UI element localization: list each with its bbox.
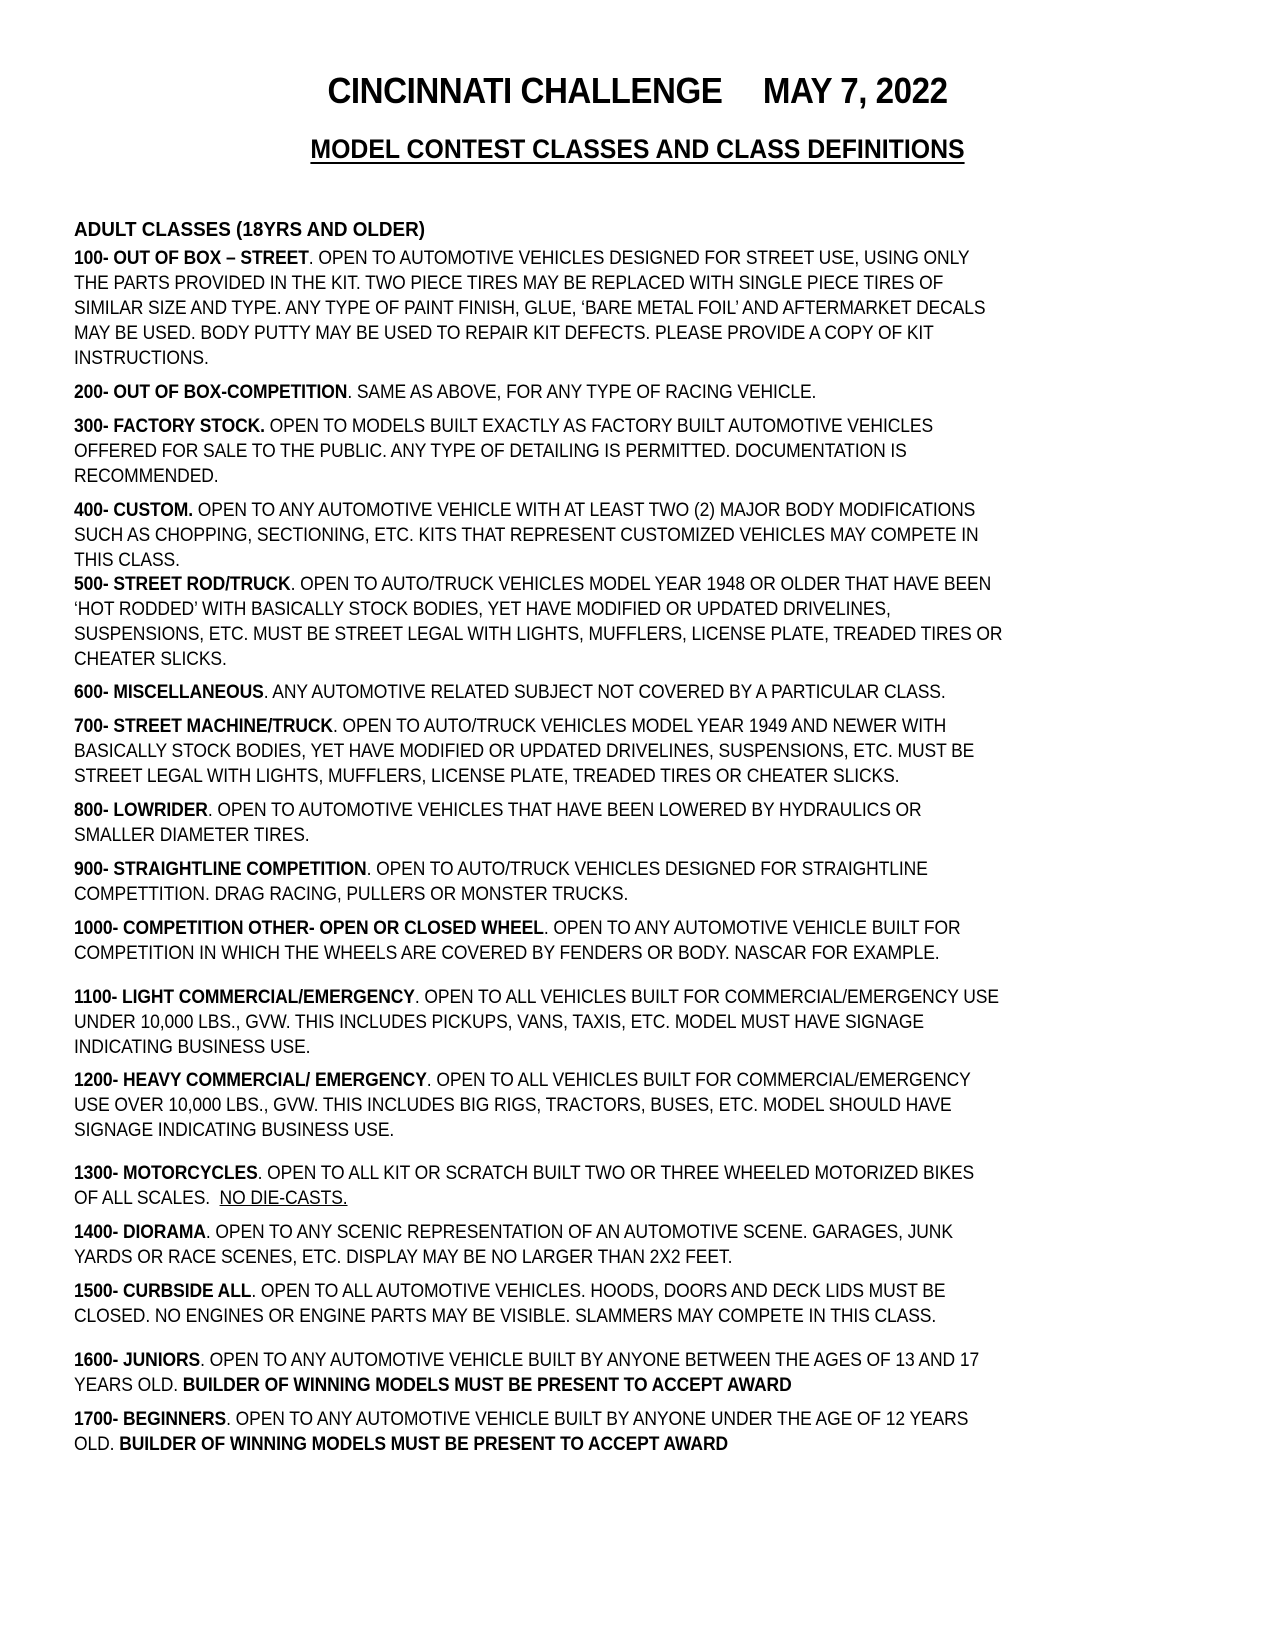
class-title: 1500- CURBSIDE ALL xyxy=(74,1281,252,1302)
award-presence-note: BUILDER OF WINNING MODELS MUST BE PRESENT TO ACCEPT AWARD xyxy=(119,1434,729,1455)
class-text: . OPEN TO ALL VEHICLES BUILT FOR COMMERCIAL/EMERGENCY xyxy=(426,1070,971,1091)
class-text: . OPEN TO ALL AUTOMOTIVE VEHICLES. HOODS, DOORS AND DECK LIDS MUST BE xyxy=(251,1281,946,1302)
class-text: . OPEN TO ALL VEHICLES BUILT FOR COMMERCIAL/EMERGENCY USE xyxy=(414,987,999,1008)
class-800-entry xyxy=(74,798,1141,848)
class-text: . OPEN TO AUTO/TRUCK VEHICLES MODEL YEAR 1948 OR OLDER THAT HAVE BEEN xyxy=(290,574,992,595)
class-900-entry xyxy=(74,857,1141,907)
class-text: USE OVER 10,000 LBS., GVW. THIS INCLUDES BIG RIGS, TRACTORS, BUSES, ETC. MODEL SHOULD HAVE xyxy=(74,1095,952,1116)
class-text: SUCH AS CHOPPING, SECTIONING, ETC. KITS THAT REPRESENT CUSTOMIZED VEHICLES MAY COMPETE IN xyxy=(74,525,979,546)
class-text: THIS CLASS. xyxy=(74,550,180,571)
class-text: OF ALL SCALES. xyxy=(74,1188,220,1209)
class-title: 1000- COMPETITION OTHER- OPEN OR CLOSED WHEEL xyxy=(74,918,544,939)
class-1300-entry xyxy=(74,1161,1141,1211)
class-title: 500- STREET ROD/TRUCK xyxy=(74,574,291,595)
class-text: OPEN TO MODELS BUILT EXACTLY AS FACTORY BUILT AUTOMOTIVE VEHICLES xyxy=(264,416,934,437)
class-text: OFFERED FOR SALE TO THE PUBLIC. ANY TYPE OF DETAILING IS PERMITTED. DOCUMENTATION IS xyxy=(74,441,907,462)
no-die-casts-note: NO DIE-CASTS. xyxy=(219,1188,348,1209)
class-200-entry xyxy=(74,380,1141,405)
class-1000-entry xyxy=(74,916,1141,966)
class-text: . ANY AUTOMOTIVE RELATED SUBJECT NOT COVERED BY A PARTICULAR CLASS. xyxy=(263,682,946,703)
class-400-entry xyxy=(74,498,1141,573)
section-heading-adult-classes: ADULT CLASSES (18YRS AND OLDER) xyxy=(74,218,426,241)
class-700-entry xyxy=(74,714,1141,789)
class-title: 1200- HEAVY COMMERCIAL/ EMERGENCY xyxy=(74,1070,427,1091)
class-1100-entry xyxy=(74,985,1141,1060)
class-title: 800- LOWRIDER xyxy=(74,800,208,821)
class-1500-entry xyxy=(74,1279,1141,1329)
class-1700-entry xyxy=(74,1407,1141,1457)
class-title: 1400- DIORAMA xyxy=(74,1222,206,1243)
class-title: 200- OUT OF BOX-COMPETITION xyxy=(74,382,348,403)
class-title: 1700- BEGINNERS xyxy=(74,1409,227,1430)
class-text: INSTRUCTIONS. xyxy=(74,348,209,369)
class-title: 400- CUSTOM. xyxy=(74,500,194,521)
class-text: INDICATING BUSINESS USE. xyxy=(74,1037,311,1058)
class-text: . OPEN TO AUTOMOTIVE VEHICLES THAT HAVE BEEN LOWERED BY HYDRAULICS OR xyxy=(207,800,922,821)
class-title: 100- OUT OF BOX – STREET xyxy=(74,248,309,269)
class-title: 300- FACTORY STOCK. xyxy=(74,416,265,437)
class-text: CLOSED. NO ENGINES OR ENGINE PARTS MAY BE VISIBLE. SLAMMERS MAY COMPETE IN THIS CLASS. xyxy=(74,1306,937,1327)
class-text: . OPEN TO ANY AUTOMOTIVE VEHICLE BUILT BY ANYONE UNDER THE AGE OF 12 YEARS xyxy=(226,1409,969,1430)
class-text: . OPEN TO ANY SCENIC REPRESENTATION OF AN AUTOMOTIVE SCENE. GARAGES, JUNK xyxy=(205,1222,953,1243)
class-title: 700- STREET MACHINE/TRUCK xyxy=(74,716,333,737)
class-text: . SAME AS ABOVE, FOR ANY TYPE OF RACING VEHICLE. xyxy=(347,382,817,403)
class-text: YEARS OLD. xyxy=(74,1375,183,1396)
class-100-entry xyxy=(74,246,1141,371)
class-text: YARDS OR RACE SCENES, ETC. DISPLAY MAY BE NO LARGER THAN 2X2 FEET. xyxy=(74,1247,733,1268)
class-text: MAY BE USED. BODY PUTTY MAY BE USED TO REPAIR KIT DEFECTS. PLEASE PROVIDE A COPY OF KIT xyxy=(74,323,934,344)
class-text: BASICALLY STOCK BODIES, YET HAVE MODIFIED OR UPDATED DRIVELINES, SUSPENSIONS, ETC. MUST BE xyxy=(74,741,975,762)
class-text: UNDER 10,000 LBS., GVW. THIS INCLUDES PICKUPS, VANS, TAXIS, ETC. MODEL MUST HAVE SIGNAGE xyxy=(74,1012,924,1033)
class-text: OLD. xyxy=(74,1434,120,1455)
class-text: SMALLER DIAMETER TIRES. xyxy=(74,825,310,846)
page-subtitle: MODEL CONTEST CLASSES AND CLASS DEFINITIONS xyxy=(310,134,965,164)
class-text: SIGNAGE INDICATING BUSINESS USE. xyxy=(74,1120,395,1141)
class-300-entry xyxy=(74,414,1141,489)
class-text: CHEATER SLICKS. xyxy=(74,649,227,670)
event-name: CINCINNATI CHALLENGE xyxy=(327,70,723,111)
class-text: SUSPENSIONS, ETC. MUST BE STREET LEGAL WITH LIGHTS, MUFFLERS, LICENSE PLATE, TREADED TIRES OR xyxy=(74,624,1003,645)
class-title: 1100- LIGHT COMMERCIAL/EMERGENCY xyxy=(74,987,415,1008)
class-text: RECOMMENDED. xyxy=(74,466,219,487)
class-text: . OPEN TO ANY AUTOMOTIVE VEHICLE BUILT FOR xyxy=(543,918,961,939)
class-text: OPEN TO ANY AUTOMOTIVE VEHICLE WITH AT LEAST TWO (2) MAJOR BODY MODIFICATIONS xyxy=(193,500,976,521)
class-1200-entry xyxy=(74,1068,1141,1143)
class-text: . OPEN TO AUTO/TRUCK VEHICLES MODEL YEAR 1949 AND NEWER WITH xyxy=(332,716,947,737)
class-text: COMPETITION IN WHICH THE WHEELS ARE COVERED BY FENDERS OR BODY. NASCAR FOR EXAMPLE. xyxy=(74,943,940,964)
class-title: 1600- JUNIORS xyxy=(74,1350,201,1371)
class-text: ‘HOT RODDED’ WITH BASICALLY STOCK BODIES, YET HAVE MODIFIED OR UPDATED DRIVELINES, xyxy=(74,599,891,620)
award-presence-note: BUILDER OF WINNING MODELS MUST BE PRESENT TO ACCEPT AWARD xyxy=(182,1375,792,1396)
class-text: . OPEN TO ALL KIT OR SCRATCH BUILT TWO OR THREE WHEELED MOTORIZED BIKES xyxy=(257,1163,975,1184)
class-text: . OPEN TO ANY AUTOMOTIVE VEHICLE BUILT BY ANYONE BETWEEN THE AGES OF 13 AND 17 xyxy=(200,1350,980,1371)
class-text: STREET LEGAL WITH LIGHTS, MUFFLERS, LICENSE PLATE, TREADED TIRES OR CHEATER SLICKS. xyxy=(74,766,900,787)
class-1400-entry xyxy=(74,1220,1141,1270)
class-text: THE PARTS PROVIDED IN THE KIT. TWO PIECE TIRES MAY BE REPLACED WITH SINGLE PIECE TIRES OF xyxy=(74,273,944,294)
class-500-entry xyxy=(74,572,1141,672)
event-date: MAY 7, 2022 xyxy=(762,70,948,111)
class-600-entry xyxy=(74,680,1141,705)
class-1600-entry xyxy=(74,1348,1141,1398)
class-text: COMPETTITION. DRAG RACING, PULLERS OR MONSTER TRUCKS. xyxy=(74,884,629,905)
class-text: . OPEN TO AUTO/TRUCK VEHICLES DESIGNED FOR STRAIGHTLINE xyxy=(366,859,928,880)
class-title: 600- MISCELLANEOUS xyxy=(74,682,264,703)
class-text: SIMILAR SIZE AND TYPE. ANY TYPE OF PAINT FINISH, GLUE, ‘BARE METAL FOIL’ AND AFTERMARKET DECALS xyxy=(74,298,986,319)
page-title xyxy=(51,70,1224,112)
class-title: 1300- MOTORCYCLES xyxy=(74,1163,258,1184)
class-title: 900- STRAIGHTLINE COMPETITION xyxy=(74,859,367,880)
class-text: . OPEN TO AUTOMOTIVE VEHICLES DESIGNED FOR STREET USE, USING ONLY xyxy=(308,248,970,269)
